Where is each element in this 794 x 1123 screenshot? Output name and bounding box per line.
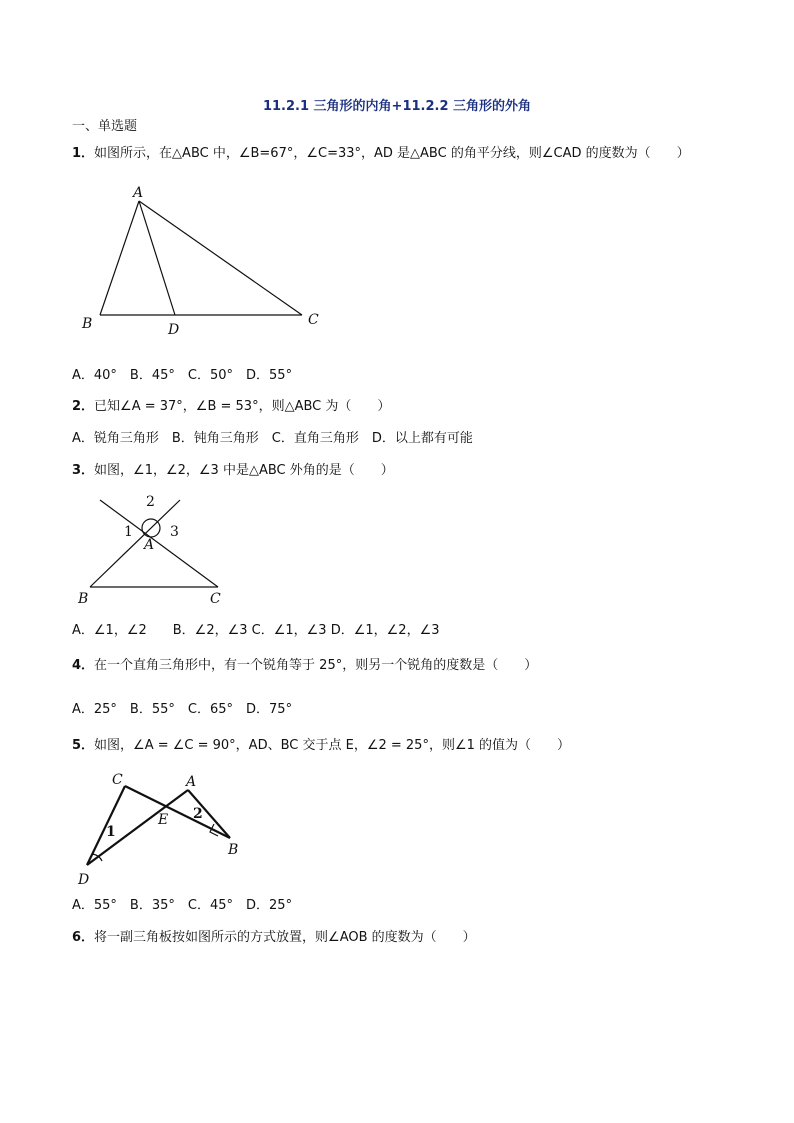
question-5-options: A．55° B．35° C．45° D．25° — [72, 898, 293, 913]
vertex-label-e: E — [158, 812, 169, 828]
question-text: 已知∠A = 37°，∠B = 53°，则△ABC 为（ ） — [94, 399, 391, 414]
vertex-label-c: C — [308, 312, 319, 328]
vertex-label-d: D — [168, 322, 180, 338]
vertex-label-c: C — [210, 591, 221, 607]
angle-label-1: 1 — [106, 824, 116, 840]
question-text: 如图，∠A = ∠C = 90°，AD、BC 交于点 E，∠2 = 25°，则∠1 的值为（ ） — [94, 738, 571, 753]
question-2-options: A．锐角三角形 B．钝角三角形 C．直角三角形 D．以上都有可能 — [72, 431, 473, 446]
question-3 — [72, 462, 394, 480]
question-number: 5． — [72, 738, 95, 753]
figure-q5-crossed-triangles — [70, 768, 270, 890]
question-number: 6． — [72, 930, 95, 945]
question-5 — [72, 737, 570, 755]
question-text: 如图，∠1，∠2，∠3 中是△ABC 外角的是（ ） — [94, 463, 394, 478]
question-3-options: A．∠1，∠2 B．∠2，∠3 C．∠1，∠3 D．∠1，∠2，∠3 — [72, 623, 440, 638]
figure-q3-triangle — [70, 490, 240, 610]
section-heading: 一、单选题 — [72, 119, 138, 134]
vertex-label-c: C — [112, 772, 123, 788]
question-text: 如图所示，在△ABC 中，∠B=67°，∠C=33°，AD 是△ABC 的角平分线，则∠CAD 的度数为（ ） — [94, 146, 690, 161]
angle-label-2: 2 — [146, 494, 155, 510]
vertex-label-a: A — [144, 537, 155, 553]
figure-q1-triangle — [70, 185, 340, 345]
question-4 — [72, 657, 537, 675]
angle-label-3: 3 — [170, 524, 179, 540]
question-number: 4． — [72, 658, 95, 673]
document-title: 11.2.1 三角形的内角+11.2.2 三角形的外角 — [262, 99, 532, 114]
question-6 — [72, 929, 476, 947]
question-number: 1． — [72, 146, 95, 161]
question-number: 3． — [72, 463, 95, 478]
vertex-label-d: D — [78, 872, 90, 888]
question-4-options: A．25° B．55° C．65° D．75° — [72, 702, 293, 717]
question-2 — [72, 398, 390, 416]
vertex-label-a: A — [186, 774, 197, 790]
angle-label-1: 1 — [124, 524, 133, 540]
vertex-label-b: B — [228, 842, 239, 858]
vertex-label-b: B — [78, 591, 89, 607]
question-text: 在一个直角三角形中，有一个锐角等于 25°，则另一个锐角的度数是（ ） — [94, 658, 538, 673]
question-number: 2． — [72, 399, 95, 414]
vertex-label-a: A — [133, 185, 144, 201]
question-1 — [72, 145, 690, 163]
question-text: 将一副三角板按如图所示的方式放置，则∠AOB 的度数为（ ） — [94, 930, 476, 945]
angle-label-2: 2 — [193, 806, 203, 822]
vertex-label-b: B — [82, 316, 93, 332]
question-1-options: A．40° B．45° C．50° D．55° — [72, 368, 293, 383]
